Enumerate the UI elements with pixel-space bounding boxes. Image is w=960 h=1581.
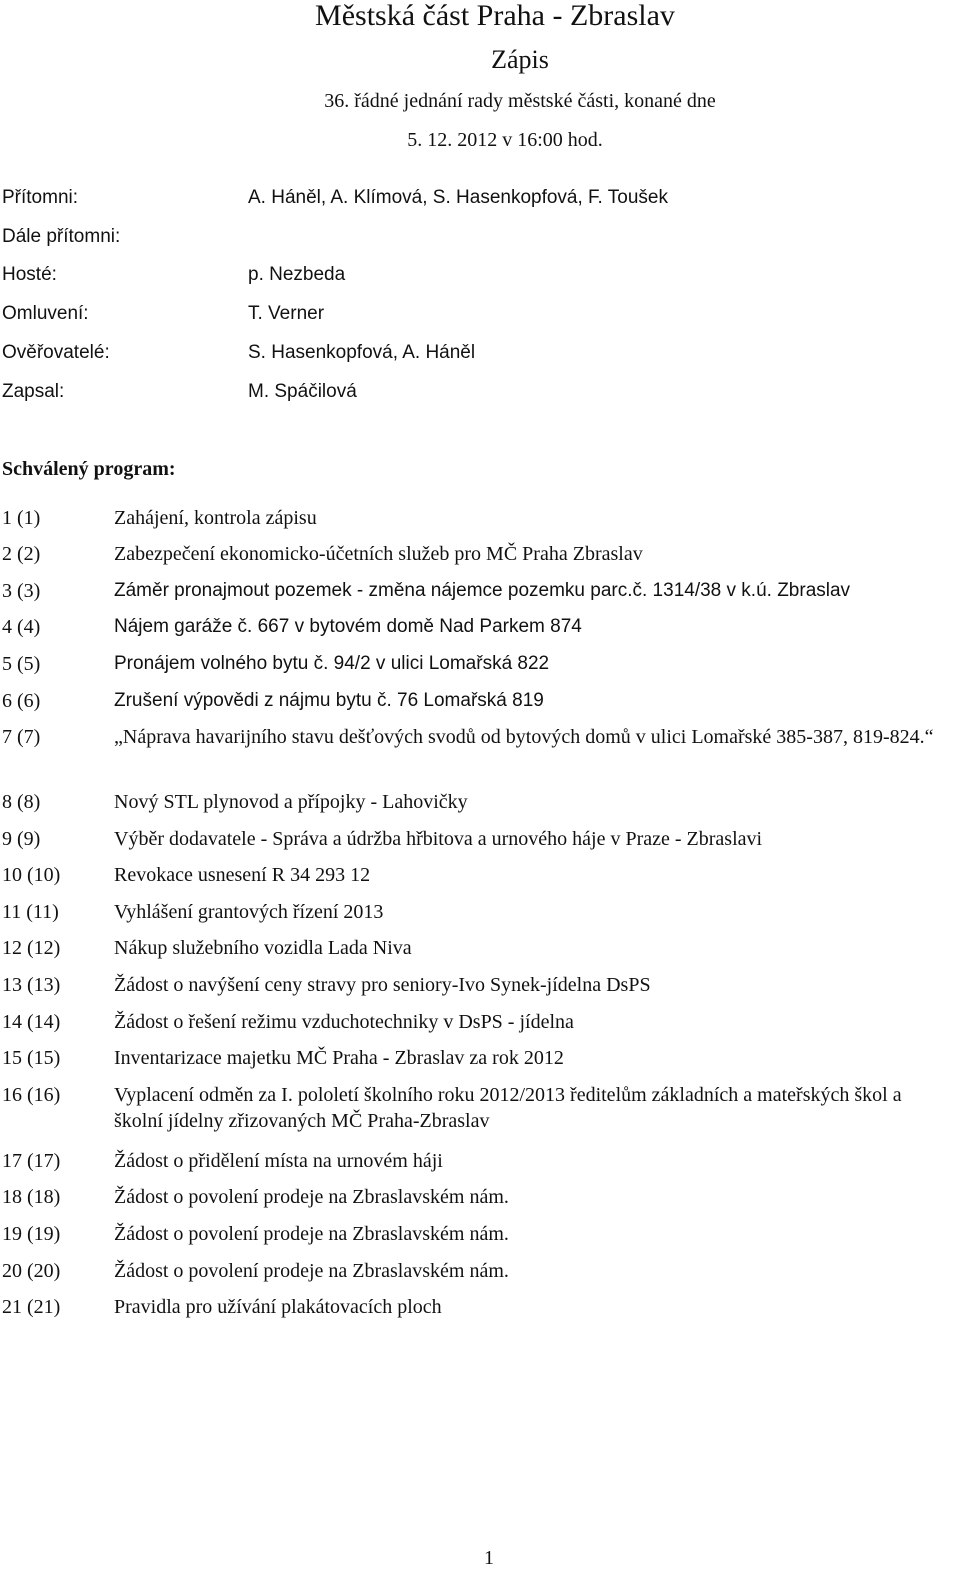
- attendance-row-recorder: [0, 379, 960, 407]
- item-text: Pravidla pro užívání plakátovacích ploch: [114, 1296, 442, 1318]
- attendance-row-excused: [0, 301, 960, 329]
- item-text: Vyhlášení grantových řízení 2013: [114, 901, 384, 923]
- attendance-value: A. Háněl, A. Klímová, S. Hasenkopfová, F. Toušek: [248, 187, 668, 208]
- item-number: 7 (7): [2, 726, 41, 748]
- attendance-label: Přítomni:: [2, 187, 79, 208]
- item-text: Žádost o navýšení ceny stravy pro seniory-Ivo Synek-jídelna DsPS: [114, 974, 651, 996]
- item-text: Zahájení, kontrola zápisu: [114, 507, 317, 529]
- item-text: Žádost o povolení prodeje na Zbraslavském nám.: [114, 1223, 509, 1245]
- attendance-label: Dále přítomni:: [2, 226, 121, 247]
- attendance-value: S. Hasenkopfová, A. Háněl: [248, 342, 476, 363]
- attendance-row-guests: [0, 262, 960, 290]
- item-text: Nájem garáže č. 667 v bytovém domě Nad Parkem 874: [114, 616, 582, 637]
- item-number: 3 (3): [2, 580, 41, 602]
- item-number: 5 (5): [2, 653, 41, 675]
- item-number: 9 (9): [2, 828, 41, 850]
- attendance-label: Omluvení:: [2, 303, 89, 324]
- item-number: 13 (13): [2, 974, 61, 996]
- item-number: 16 (16): [2, 1084, 61, 1106]
- item-number: 19 (19): [2, 1223, 61, 1245]
- item-number: 1 (1): [2, 507, 41, 529]
- meeting-description: 36. řádné jednání rady městské části, konané dne: [324, 90, 716, 112]
- item-text: Nový STL plynovod a přípojky - Lahovičky: [114, 791, 468, 813]
- item-number: 10 (10): [2, 864, 61, 886]
- item-number: 12 (12): [2, 937, 61, 959]
- page-number: 1: [484, 1547, 494, 1569]
- attendance-row-present: [0, 185, 960, 213]
- attendance-label: Ověřovatelé:: [2, 342, 110, 363]
- item-text: Výběr dodavatele - Správa a údržba hřbitova a urnového háje v Praze - Zbraslavi: [114, 828, 763, 850]
- attendance-label: Zapsal:: [2, 381, 65, 402]
- item-text: Žádost o povolení prodeje na Zbraslavském nám.: [114, 1260, 509, 1282]
- item-text: Žádost o přidělení místa na urnovém háji: [114, 1150, 443, 1172]
- item-text: Vyplacení odměn za I. pololetí školního roku 2012/2013 ředitelům základních a mateřských škol a školní jídelny zřizovaných MČ Praha-Zbraslav: [114, 1084, 902, 1132]
- attendance-value: p. Nezbeda: [248, 264, 346, 285]
- document-title: Městská část Praha - Zbraslav: [315, 0, 675, 32]
- item-number: 11 (11): [2, 901, 59, 923]
- item-number: 4 (4): [2, 616, 41, 638]
- attendance-value: T. Verner: [248, 303, 325, 324]
- item-number: 8 (8): [2, 791, 41, 813]
- meeting-date: 5. 12. 2012 v 16:00 hod.: [407, 129, 603, 151]
- item-number: 6 (6): [2, 690, 41, 712]
- attendance-label: Hosté:: [2, 264, 57, 285]
- item-number: 17 (17): [2, 1150, 61, 1172]
- attendance-row-verifiers: [0, 340, 960, 368]
- item-text: Záměr pronajmout pozemek - změna nájemce pozemku parc.č. 1314/38 v k.ú. Zbraslav: [114, 580, 851, 601]
- item-text: Žádost o povolení prodeje na Zbraslavském nám.: [114, 1186, 509, 1208]
- item-text: Pronájem volného bytu č. 94/2 v ulici Lomařská 822: [114, 653, 550, 674]
- document-type: Zápis: [491, 45, 549, 74]
- item-text: Revokace usnesení R 34 293 12: [114, 864, 371, 886]
- item-text: Nákup služebního vozidla Lada Niva: [114, 937, 412, 959]
- item-number: 18 (18): [2, 1186, 61, 1208]
- item-number: 20 (20): [2, 1260, 61, 1282]
- item-text: Zrušení výpovědi z nájmu bytu č. 76 Lomařská 819: [114, 690, 544, 711]
- item-text: Žádost o řešení režimu vzduchotechniky v DsPS - jídelna: [114, 1011, 574, 1033]
- item-number: 21 (21): [2, 1296, 61, 1318]
- item-number: 2 (2): [2, 543, 41, 565]
- item-number: 14 (14): [2, 1011, 61, 1033]
- item-text: Inventarizace majetku MČ Praha - Zbraslav za rok 2012: [114, 1047, 564, 1069]
- item-text: Zabezpečení ekonomicko-účetních služeb pro MČ Praha Zbraslav: [114, 543, 643, 565]
- item-number: 15 (15): [2, 1047, 61, 1069]
- item-text: „Náprava havarijního stavu dešťových svodů od bytových domů v ulici Lomařské 385-387, 819-824.“: [114, 726, 934, 748]
- program-heading: Schválený program:: [2, 458, 176, 480]
- attendance-row-also-present: [0, 224, 960, 252]
- attendance-value: M. Spáčilová: [248, 381, 357, 402]
